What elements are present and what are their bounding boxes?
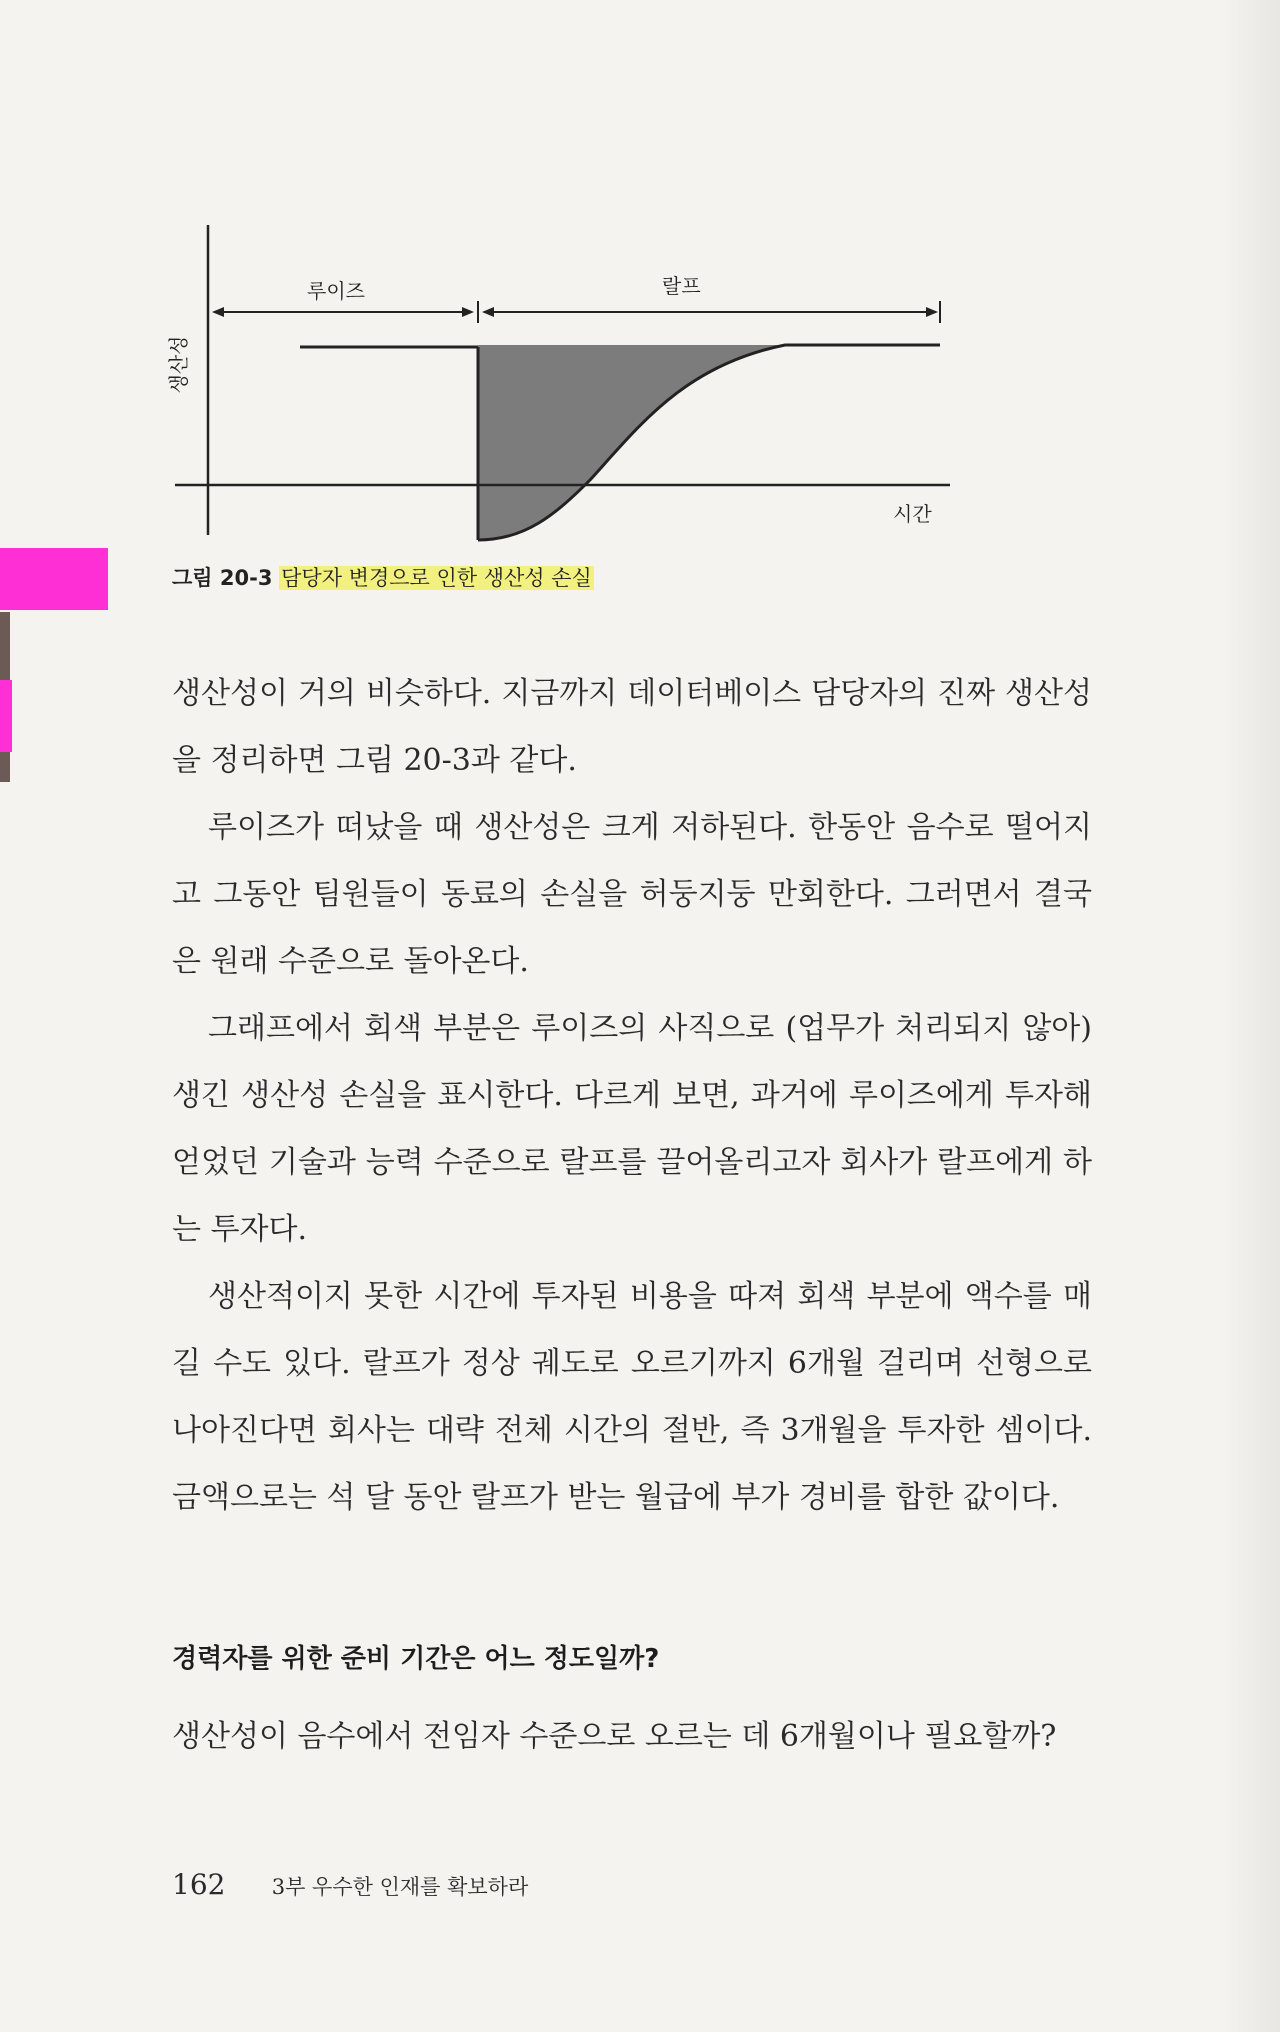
louise-arrow-right-head [462,307,474,317]
paragraph-3: 그래프에서 회색 부분은 루이즈의 사직으로 (업무가 처리되지 않아) 생긴 생산성 손실을 표시한다. 다르게 보면, 과거에 루이즈에게 투자해 얻었던 기술과 능력 수준으로 랄프를 끌어올리고자 회사가 랄프에게 하는 투자다. [172,1011,1092,1247]
sticky-flag-top [0,548,108,610]
sticky-flag-bottom [0,680,12,752]
body-text [172,660,1092,1531]
ralph-arrow-left-head [482,307,494,317]
y-axis-label: 생산성 [166,335,191,394]
page-edge-shadow [1220,0,1280,2032]
caption-title: 담당자 변경으로 인한 생산성 손실 [281,566,592,590]
page-number: 162 [172,1868,226,1901]
caption-number: 그림 20-3 [172,566,273,590]
paragraph-2: 루이즈가 떠났을 때 생산성은 크게 저하된다. 한동안 음수로 떨어지고 그동안 팀원들이 동료의 손실을 허둥지둥 만회한다. 그러면서 결국은 원래 수준으로 돌아온다. [172,810,1092,979]
productivity-diagram [160,215,990,555]
louise-segment-label: 루이즈 [307,279,365,303]
louise-arrow-left-head [212,307,224,317]
paragraph-1: 생산성이 거의 비슷하다. 지금까지 데이터베이스 담당자의 진짜 생산성을 정리하면 그림 20-3과 같다. [172,676,1092,778]
section-heading: 경력자를 위한 준비 기간은 어느 정도일까? [172,1644,660,1674]
running-title: 3부 우수한 인재를 확보하라 [271,1875,529,1899]
ralph-segment-label: 랄프 [662,274,701,298]
page-footer [172,1868,528,1901]
ralph-arrow-right-head [926,307,938,317]
productivity-loss-area [478,345,785,540]
figure-caption [172,562,594,592]
productivity-figure [160,215,990,555]
paragraph-4: 생산적이지 못한 시간에 투자된 비용을 따져 회색 부분에 액수를 매길 수도 있다. 랄프가 정상 궤도로 오르기까지 6개월 걸리며 선형으로 나아진다면 회사는 대략 전체 시간의 절반, 즉 3개월을 투자한 셈이다. 금액으로는 석 달 동안 랄프가 받는 월급에 부가 경비를 합한 값이다. [172,1279,1092,1515]
section-first-line: 생산성이 음수에서 전임자 수준으로 오르는 데 6개월이나 필요할까? [172,1719,1057,1754]
x-axis-label: 시간 [893,502,932,526]
